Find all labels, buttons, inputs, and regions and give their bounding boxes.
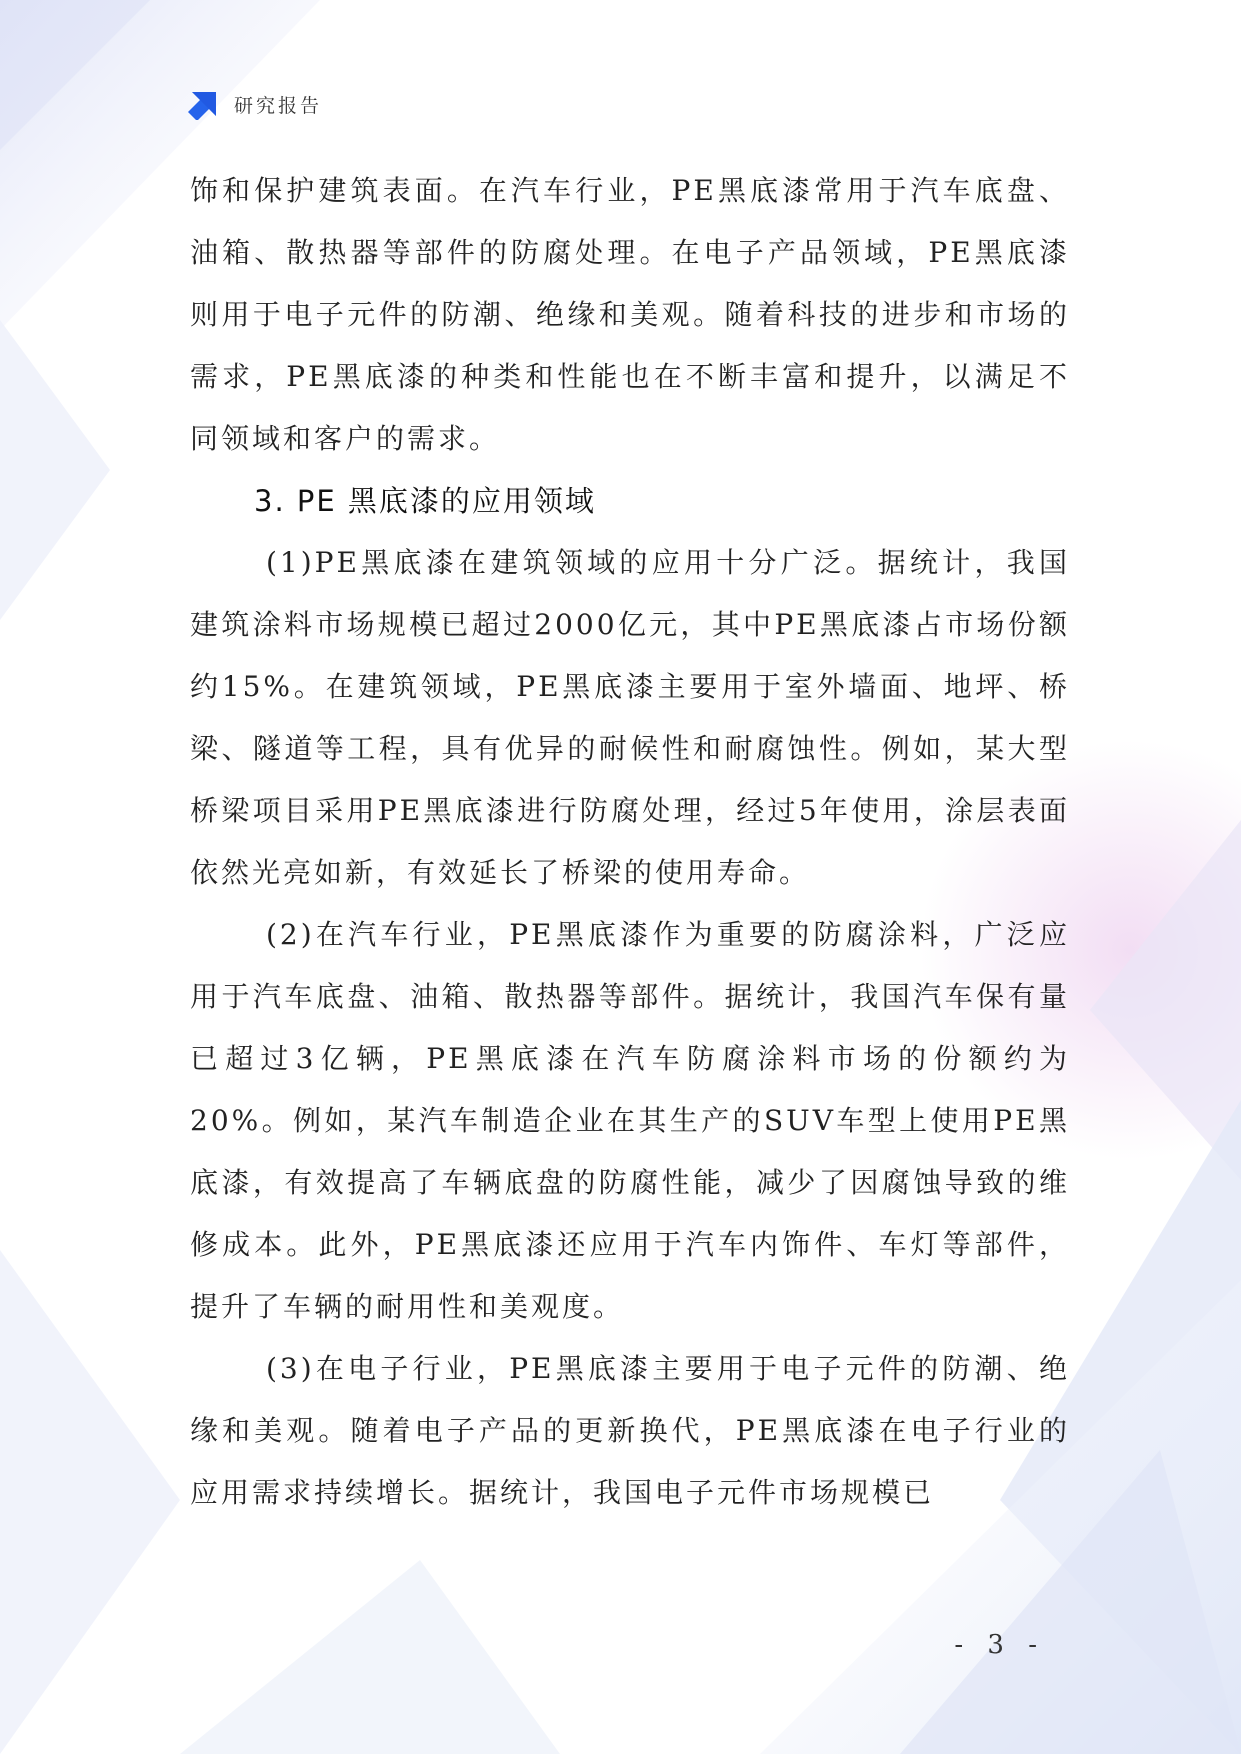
paragraph-automotive: (2)在汽车行业，PE黑底漆作为重要的防腐涂料，广泛应用于汽车底盘、油箱、散热器等部件。据统计，我国汽车保有量已超过3亿辆，PE黑底漆在汽车防腐涂料市场的份额约为20%。例如，某汽车制造企业在其生产的SUV车型上使用PE黑底漆，有效提高了车辆底盘的防腐性能，减少了因腐蚀导致的维修成本。此外，PE黑底漆还应用于汽车内饰件、车灯等部件，提升了车辆的耐用性和美观度。 — [190, 918, 1070, 1323]
report-label: 研究报告 — [234, 94, 323, 117]
page-number: - 3 - — [954, 1630, 1045, 1660]
page-header — [188, 88, 322, 120]
intro-paragraph: 饰和保护建筑表面。在汽车行业，PE黑底漆常用于汽车底盘、油箱、散热器等部件的防腐处理。在电子产品领域，PE黑底漆则用于电子元件的防潮、绝缘和美观。随着科技的进步和市场的需求，PE黑底漆的种类和性能也在不断丰富和提升，以满足不同领域和客户的需求。 — [190, 174, 1070, 455]
section-heading: 3. PE 黑底漆的应用领域 — [254, 484, 596, 518]
paragraph-electronics: (3)在电子行业，PE黑底漆主要用于电子元件的防潮、绝缘和美观。随着电子产品的更新换代，PE黑底漆在电子行业的应用需求持续增长。据统计，我国电子元件市场规模已 — [190, 1352, 1070, 1509]
document-body — [190, 160, 1070, 1524]
paragraph-construction: (1)PE黑底漆在建筑领域的应用十分广泛。据统计，我国建筑涂料市场规模已超过2000亿元，其中PE黑底漆占市场份额约15%。在建筑领域，PE黑底漆主要用于室外墙面、地坪、桥梁、隧道等工程，具有优异的耐候性和耐腐蚀性。例如，某大型桥梁项目采用PE黑底漆进行防腐处理，经过5年使用，涂层表面依然光亮如新，有效延长了桥梁的使用寿命。 — [190, 546, 1070, 889]
arrow-up-right-icon — [188, 88, 220, 120]
